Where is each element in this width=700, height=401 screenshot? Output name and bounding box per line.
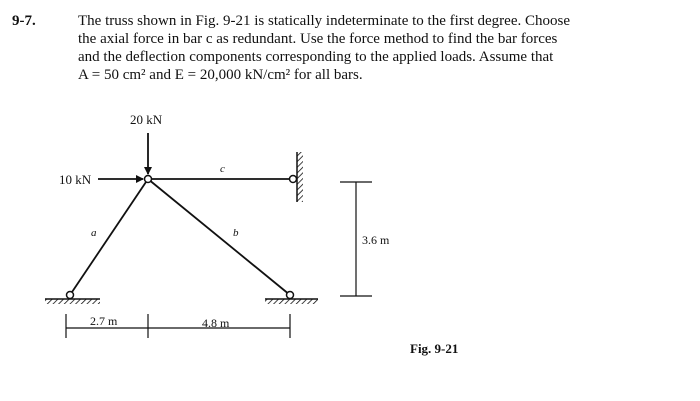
left-support <box>45 299 100 304</box>
figure-caption: Fig. 9-21 <box>410 341 459 356</box>
vertical-load-label: 20 kN <box>130 112 163 127</box>
problem-line: The truss shown in Fig. 9-21 is statically indeterminate to the first degree. Choose <box>78 13 570 29</box>
bar-a <box>70 179 148 295</box>
height-dimension-label: 3.6 m <box>362 233 390 247</box>
problem-line: the axial force in bar c as redundant. Use the force method to find the bar forces <box>78 31 558 47</box>
bar-a-label: a <box>91 227 97 239</box>
right-support <box>265 299 318 304</box>
wall-support <box>297 152 303 202</box>
bar-b-label: b <box>233 227 239 239</box>
problem-number: 9-7. <box>12 13 36 29</box>
left-span-label: 2.7 m <box>90 314 118 328</box>
bar-c-label: c <box>220 163 225 175</box>
problem-line: A = 50 cm² and E = 20,000 kN/cm² for all bars. <box>78 67 363 83</box>
bar-b <box>148 179 290 295</box>
horizontal-load-label: 10 kN <box>59 172 92 187</box>
problem-line: and the deflection components corresponding to the applied loads. Assume that <box>78 49 554 65</box>
wall-support-pin <box>290 176 297 183</box>
left-support-pin <box>67 292 74 299</box>
top-joint <box>145 176 152 183</box>
right-support-pin <box>287 292 294 299</box>
right-span-label: 4.8 m <box>202 316 230 330</box>
